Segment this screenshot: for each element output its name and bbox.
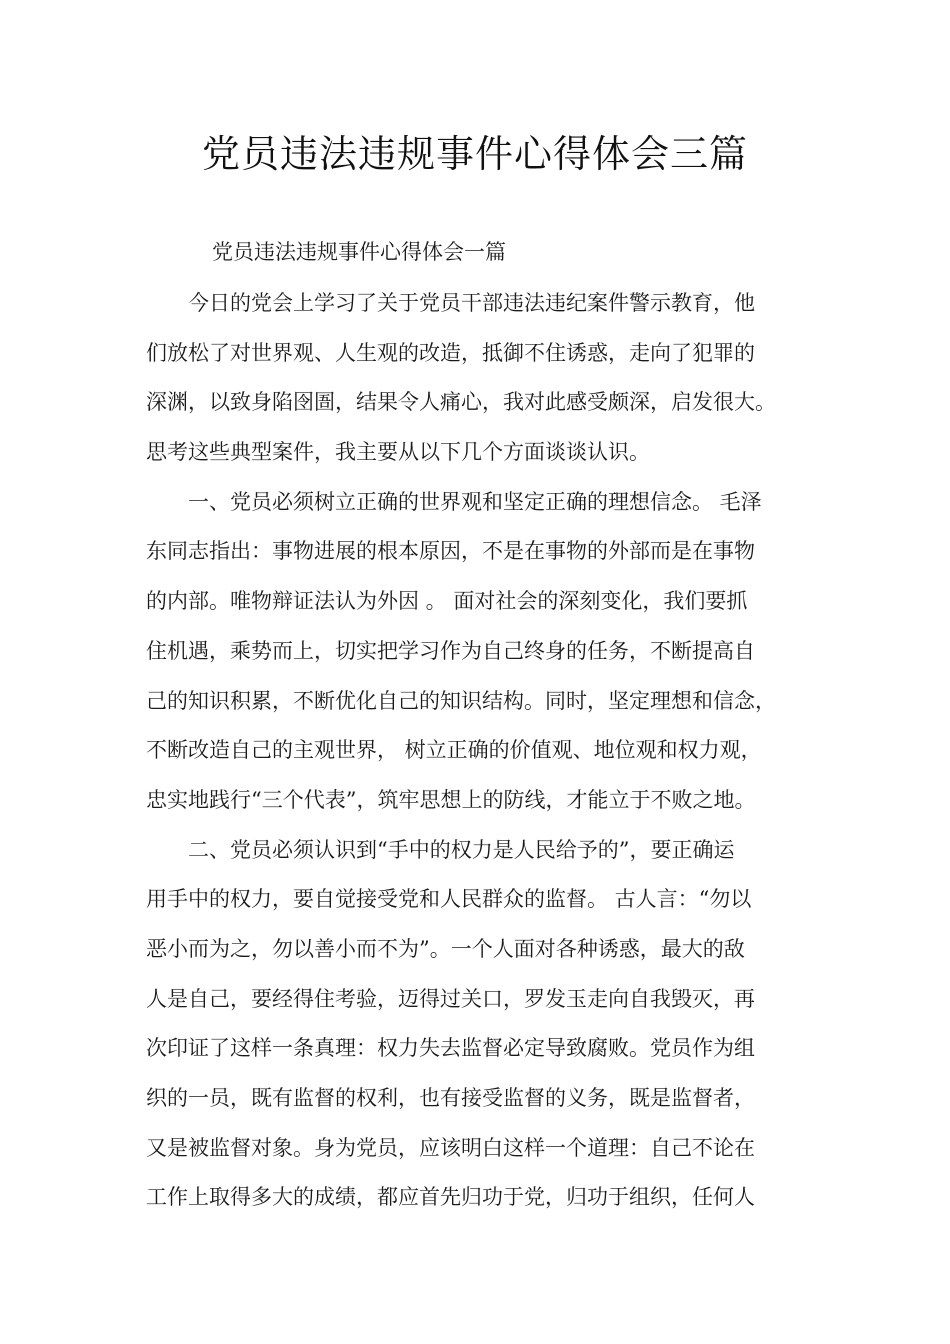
text-line: 思考这些典型案件，我主要从以下几个方面谈谈认识。 bbox=[146, 440, 650, 465]
text-line: 们放松了对世界观、人生观的改造，抵御不住诱惑，走向了犯罪的 bbox=[146, 340, 755, 365]
text-line: 不断改造自己的主观世界， 树立正确的价值观、地位观和权力观， bbox=[146, 738, 762, 763]
text-line: 东同志指出：事物进展的根本原因，不是在事物的外部而是在事物 bbox=[146, 539, 755, 564]
document-subtitle: 党员违法违规事件心得体会一篇 bbox=[212, 240, 506, 264]
text-line: 又是被监督对象。身为党员，应该明白这样一个道理：自己不论在 bbox=[146, 1135, 755, 1160]
text-line: 恶小而为之，勿以善小而不为”。一个人面对各种诱惑，最大的敌 bbox=[146, 936, 745, 961]
text-line: 己的知识积累，不断优化自己的知识结构。同时，坚定理想和信念， bbox=[146, 688, 776, 713]
text-line: 的内部。唯物辩证法认为外因 。 面对社会的深刻变化，我们要抓 bbox=[146, 589, 748, 614]
text-line: 工作上取得多大的成绩，都应首先归功于党，归功于组织，任何人 bbox=[146, 1185, 755, 1210]
text-line: 深渊，以致身陷囹圄，结果令人痛心，我对此感受颇深，启发很大。 bbox=[146, 390, 776, 415]
text-line: 织的一员，既有监督的权利，也有接受监督的义务，既是监督者， bbox=[146, 1086, 755, 1110]
text-line: 用手中的权力，要自觉接受党和人民群众的监督。 古人言：“勿以 bbox=[146, 887, 752, 912]
text-line: 次印证了这样一条真理：权力失去监督必定导致腐败。党员作为组 bbox=[146, 1036, 755, 1061]
text-line: 一、党员必须树立正确的世界观和坚定正确的理想信念。 毛泽 bbox=[188, 489, 762, 514]
text-line: 住机遇，乘势而上，切实把学习作为自己终身的任务，不断提高自 bbox=[146, 638, 755, 663]
text-line: 二、党员必须认识到“手中的权力是人民给予的”，要正确运 bbox=[188, 837, 735, 862]
text-line: 忠实地践行“三个代表”，筑牢思想上的防线，才能立于不败之地。 bbox=[146, 787, 756, 812]
document-title: 党员违法违规事件心得体会三篇 bbox=[201, 132, 748, 176]
document-body bbox=[146, 279, 816, 1223]
text-line: 今日的党会上学习了关于党员干部违法违纪案件警示教育，他 bbox=[188, 291, 755, 315]
text-line: 人是自己，要经得住考验，迈得过关口，罗发玉走向自我毁灭，再 bbox=[146, 986, 755, 1011]
